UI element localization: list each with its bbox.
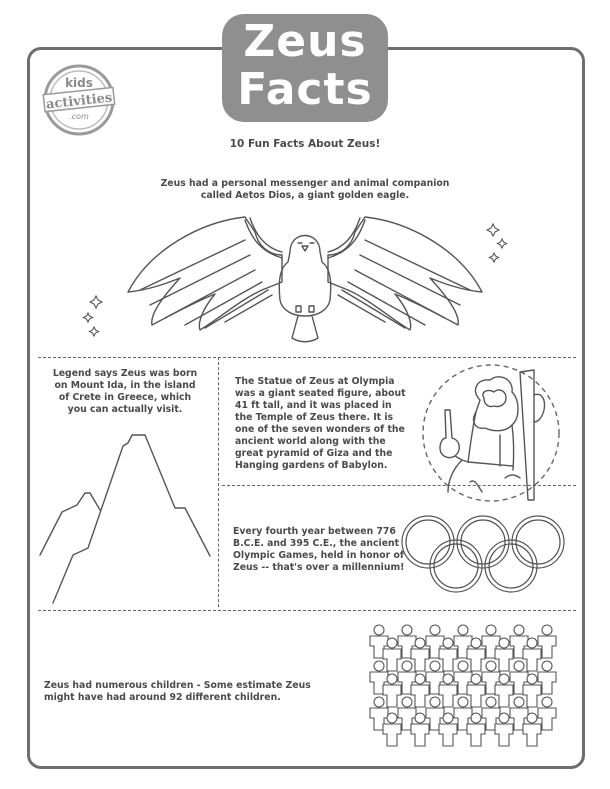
title-badge — [222, 14, 388, 122]
fact-eagle-text: Zeus had a personal messenger and animal companion called Aetos Dios, a giant golden eagle. — [160, 178, 450, 201]
fact-children-text: Zeus had numerous children - Some estimate Zeus might have had around 92 different children. — [44, 680, 311, 703]
fact-olympics-text: Every fourth year between 776 B.C.E. and 395 C.E., the ancient Olympic Games, held in honor of Zeus -- that's over a millennium! — [233, 526, 405, 573]
svg-text:activities: activities — [45, 90, 113, 113]
title-line-1: Zeus — [243, 16, 367, 67]
fact-statue-text: The Statue of Zeus at Olympia was a giant seated figure, about 41 ft tall, and it was placed in the Temple of Zeus there. It is one of the seven wonders of the ancient world along with the great pyramid of Giza and the Hanging gardens of Babylon. — [235, 376, 406, 471]
svg-text:kids: kids — [65, 76, 93, 90]
title-line-2: Facts — [237, 64, 373, 115]
svg-text:.com: .com — [69, 112, 89, 121]
fact-mount-ida-text: Legend says Zeus was born on Mount Ida, in the island of Crete in Greece, which you can actually visit. — [52, 368, 198, 415]
subtitle: 10 Fun Facts About Zeus! — [229, 138, 381, 150]
